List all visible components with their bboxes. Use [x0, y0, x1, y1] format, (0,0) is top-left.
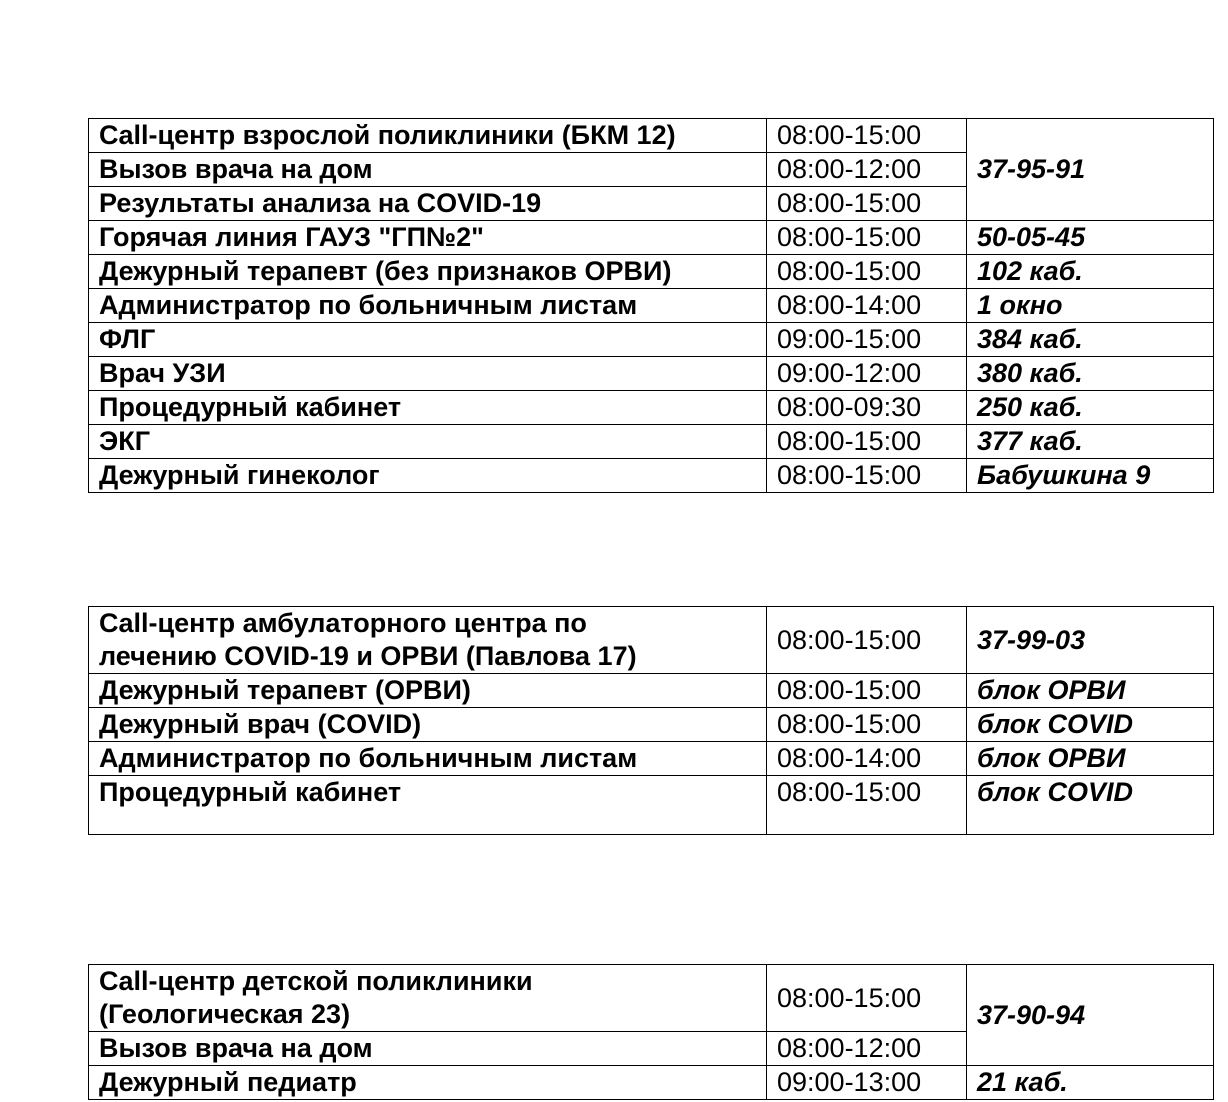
table-row	[89, 1066, 1214, 1100]
service-name: Дежурный терапевт (ОРВИ)	[89, 674, 767, 708]
service-location: блок ОРВИ	[967, 674, 1214, 708]
service-name-line: (Геологическая 23)	[99, 999, 351, 1029]
service-location: 377 каб.	[967, 425, 1214, 459]
service-hours: 08:00-15:00	[767, 459, 967, 493]
table-row	[89, 357, 1214, 391]
service-hours: 08:00-15:00	[767, 221, 967, 255]
table-row	[89, 459, 1214, 493]
service-hours: 08:00-15:00	[767, 708, 967, 742]
service-hours: 08:00-15:00	[767, 255, 967, 289]
service-hours: 09:00-15:00	[767, 323, 967, 357]
service-name-line: лечению COVID-19 и ОРВИ (Павлова 17)	[99, 641, 637, 671]
table-row	[89, 255, 1214, 289]
table-row	[89, 221, 1214, 255]
service-hours: 08:00-15:00	[767, 965, 967, 1032]
table-row	[89, 391, 1214, 425]
service-name: Дежурный педиатр	[89, 1066, 767, 1100]
service-location: блок COVID	[967, 776, 1214, 835]
table-row	[89, 674, 1214, 708]
phone-number: 37-99-03	[967, 607, 1214, 674]
adult-polyclinic-schedule-table	[88, 118, 1214, 493]
service-hours: 08:00-14:00	[767, 742, 967, 776]
service-name-line: Call-центр детской поликлиники	[99, 966, 533, 996]
children-polyclinic-schedule-table	[88, 964, 1214, 1100]
table-row	[89, 776, 1214, 835]
service-location: блок ОРВИ	[967, 742, 1214, 776]
service-hours: 08:00-14:00	[767, 289, 967, 323]
phone-number: 37-95-91	[967, 119, 1214, 221]
service-hours: 08:00-09:30	[767, 391, 967, 425]
service-location: 1 окно	[967, 289, 1214, 323]
service-name: ЭКГ	[89, 425, 767, 459]
service-hours: 09:00-12:00	[767, 357, 967, 391]
table-row	[89, 708, 1214, 742]
service-hours: 08:00-15:00	[767, 607, 967, 674]
table-row	[89, 323, 1214, 357]
service-location: 50-05-45	[967, 221, 1214, 255]
service-location: Бабушкина 9	[967, 459, 1214, 493]
service-name-line: Call-центр амбулаторного центра по	[99, 608, 587, 638]
service-name: Горячая линия ГАУЗ "ГП№2"	[89, 221, 767, 255]
table-row	[89, 425, 1214, 459]
service-location: блок COVID	[967, 708, 1214, 742]
service-name: Врач УЗИ	[89, 357, 767, 391]
service-hours: 08:00-12:00	[767, 153, 967, 187]
table-row	[89, 742, 1214, 776]
service-location: 384 каб.	[967, 323, 1214, 357]
service-location: 21 каб.	[967, 1066, 1214, 1100]
table-row	[89, 965, 1214, 1032]
service-name: Дежурный врач (COVID)	[89, 708, 767, 742]
service-hours: 08:00-15:00	[767, 425, 967, 459]
ambulatory-center-schedule-table	[88, 606, 1214, 835]
service-location: 380 каб.	[967, 357, 1214, 391]
service-name: Администратор по больничным листам	[89, 742, 767, 776]
service-name: Вызов врача на дом	[89, 153, 767, 187]
service-location: 250 каб.	[967, 391, 1214, 425]
service-name: Результаты анализа на COVID-19	[89, 187, 767, 221]
service-name: Процедурный кабинет	[89, 391, 767, 425]
service-location: 102 каб.	[967, 255, 1214, 289]
table-row	[89, 119, 1214, 153]
service-hours: 08:00-15:00	[767, 674, 967, 708]
service-name	[89, 965, 767, 1032]
service-name: Call-центр взрослой поликлиники (БКМ 12)	[89, 119, 767, 153]
service-hours: 08:00-12:00	[767, 1032, 967, 1066]
service-name: Вызов врача на дом	[89, 1032, 767, 1066]
table-row	[89, 289, 1214, 323]
service-name: ФЛГ	[89, 323, 767, 357]
service-name	[89, 607, 767, 674]
service-hours: 08:00-15:00	[767, 187, 967, 221]
service-hours: 09:00-13:00	[767, 1066, 967, 1100]
phone-number: 37-90-94	[967, 965, 1214, 1066]
service-name: Процедурный кабинет	[89, 776, 767, 835]
table-row	[89, 607, 1214, 674]
service-name: Дежурный гинеколог	[89, 459, 767, 493]
service-hours: 08:00-15:00	[767, 119, 967, 153]
service-name: Администратор по больничным листам	[89, 289, 767, 323]
service-name: Дежурный терапевт (без признаков ОРВИ)	[89, 255, 767, 289]
service-hours: 08:00-15:00	[767, 776, 967, 835]
